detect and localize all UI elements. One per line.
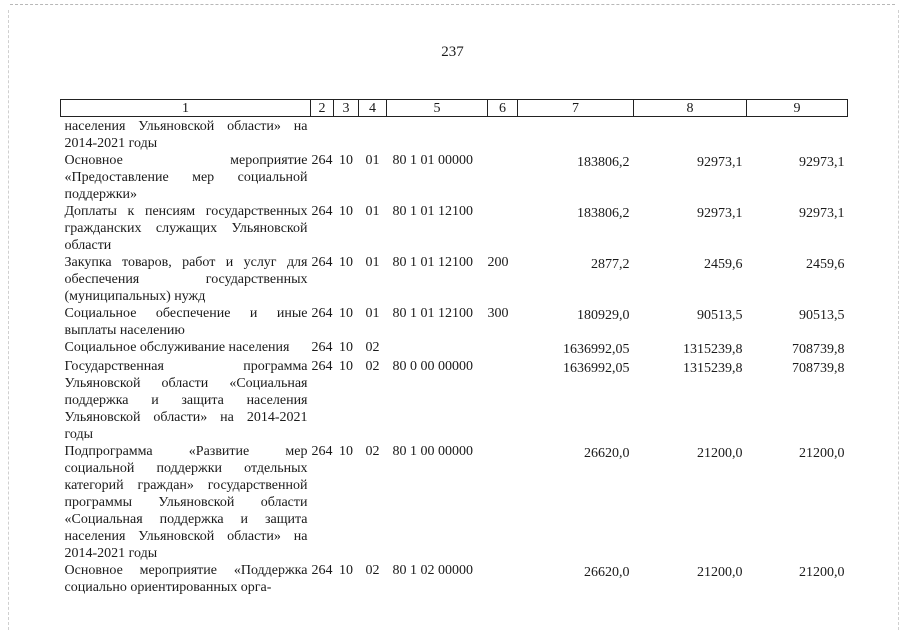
row-name: Социальное обслуживание населения [64,340,290,355]
header-col-7: 7 [518,100,634,117]
budget-table [60,99,848,596]
row-subsection-code: 02 [365,359,380,374]
row-value-col9: 90513,5 [799,308,845,323]
row-section-code: 10 [339,204,353,219]
row-target-article: 80 1 00 00000 [392,444,473,459]
row-target-article: 80 1 01 12100 [392,306,473,321]
table-body [61,117,848,597]
row-admin-code: 264 [311,563,333,578]
row-expense-type [488,443,518,562]
row-value-col8: 21200,0 [697,446,743,461]
row-target-article: 80 1 01 00000 [392,153,473,168]
row-name: Закупка товаров, работ и услуг для обеспечения государственных (муниципальных) нужд [64,255,308,304]
row-value-col7: 1636992,05 [563,342,630,357]
header-col-2: 2 [311,100,334,117]
row-value-col7 [518,117,634,153]
row-subsection-code: 02 [365,563,380,578]
row-value-col9: 92973,1 [799,206,845,221]
row-section-code: 10 [339,563,353,578]
header-col-8: 8 [634,100,747,117]
row-value-col8 [634,117,747,153]
row-name: Доплаты к пенсиям государственных гражданских служащих Ульяновской области [64,204,308,253]
scan-edge-left [8,10,9,630]
row-expense-type [488,117,518,153]
row-value-col7: 180929,0 [577,308,630,323]
row-subsection-code: 01 [365,255,380,270]
row-name: Социальное обеспечение и иные выплаты населению [64,306,308,338]
row-subsection-code: 02 [365,444,380,459]
header-col-4: 4 [359,100,387,117]
table-row [61,117,848,153]
row-target-article: 80 0 00 00000 [392,359,473,374]
header-col-3: 3 [334,100,359,117]
row-value-col9: 708739,8 [792,361,845,376]
table-row [61,339,848,358]
row-value-col9: 2459,6 [806,257,845,272]
row-value-col8: 21200,0 [697,565,743,580]
row-expense-type: 300 [487,306,509,321]
row-expense-type [488,562,518,596]
table-row [61,358,848,443]
row-target-article: 80 1 01 12100 [392,255,473,270]
header-col-5: 5 [387,100,488,117]
row-subsection-code [359,117,387,153]
row-name: Основное мероприятие «Поддержка социально ориентированных орга- [64,563,308,595]
row-value-col7: 183806,2 [577,206,630,221]
row-value-col7: 26620,0 [584,446,630,461]
scan-edge-right [898,10,899,630]
row-admin-code: 264 [311,306,333,321]
row-value-col8: 2459,6 [704,257,743,272]
row-expense-type [488,339,518,358]
row-value-col8: 1315239,8 [683,361,743,376]
scan-edge-top [10,4,895,5]
row-value-col7: 2877,2 [591,257,630,272]
header-row [61,100,848,117]
table-row [61,203,848,254]
row-name: Основное мероприятие «Предоставление мер социальной поддержки» [64,153,308,202]
row-target-article [387,339,488,358]
row-section-code: 10 [339,153,353,168]
row-value-col7: 183806,2 [577,155,630,170]
row-name: Государственная программа Ульяновской области «Социальная поддержка и защита населения Ульяновской области» на 2014-2021 годы [64,359,308,442]
table-header [61,100,848,117]
row-admin-code: 264 [311,153,333,168]
table-row [61,443,848,562]
page-number: 237 [441,44,464,60]
header-col-1: 1 [61,100,311,117]
row-value-col8: 1315239,8 [683,342,743,357]
table-row [61,562,848,596]
row-expense-type: 200 [487,255,509,270]
header-col-6: 6 [488,100,518,117]
row-subsection-code: 01 [365,204,380,219]
row-admin-code [311,117,334,153]
row-admin-code: 264 [311,359,333,374]
row-section-code: 10 [339,444,353,459]
row-value-col9: 21200,0 [799,565,845,580]
row-value-col8: 92973,1 [697,206,743,221]
row-target-article: 80 1 01 12100 [392,204,473,219]
row-section-code: 10 [339,359,353,374]
row-section-code: 10 [339,340,353,355]
row-subsection-code: 02 [365,340,380,355]
row-value-col9: 708739,8 [792,342,845,357]
header-col-9: 9 [747,100,848,117]
row-value-col8: 90513,5 [697,308,743,323]
row-admin-code: 264 [311,340,333,355]
row-value-col7: 1636992,05 [563,361,630,376]
row-admin-code: 264 [311,255,333,270]
row-section-code: 10 [339,306,353,321]
row-subsection-code: 01 [365,306,380,321]
row-subsection-code: 01 [365,153,380,168]
row-value-col8: 92973,1 [697,155,743,170]
row-section-code [334,117,359,153]
row-value-col9: 21200,0 [799,446,845,461]
row-target-article [387,117,488,153]
row-target-article: 80 1 02 00000 [392,563,473,578]
row-admin-code: 264 [311,444,333,459]
row-name: Подпрограмма «Развитие мер социальной поддержки отдельных категорий граждан» государственной программы Ульяновской области «Социальная поддержка и защита населения Ульяновской области» на 2014-2021 годы [64,444,308,561]
row-section-code: 10 [339,255,353,270]
row-name: населения Ульяновской области» на 2014-2021 годы [64,119,308,151]
row-value-col9 [747,117,848,153]
row-expense-type [488,203,518,254]
row-value-col9: 92973,1 [799,155,845,170]
table-row [61,305,848,339]
row-expense-type [488,358,518,443]
row-admin-code: 264 [311,204,333,219]
row-expense-type [488,152,518,203]
row-value-col7: 26620,0 [584,565,630,580]
table-row [61,254,848,305]
table-row [61,152,848,203]
